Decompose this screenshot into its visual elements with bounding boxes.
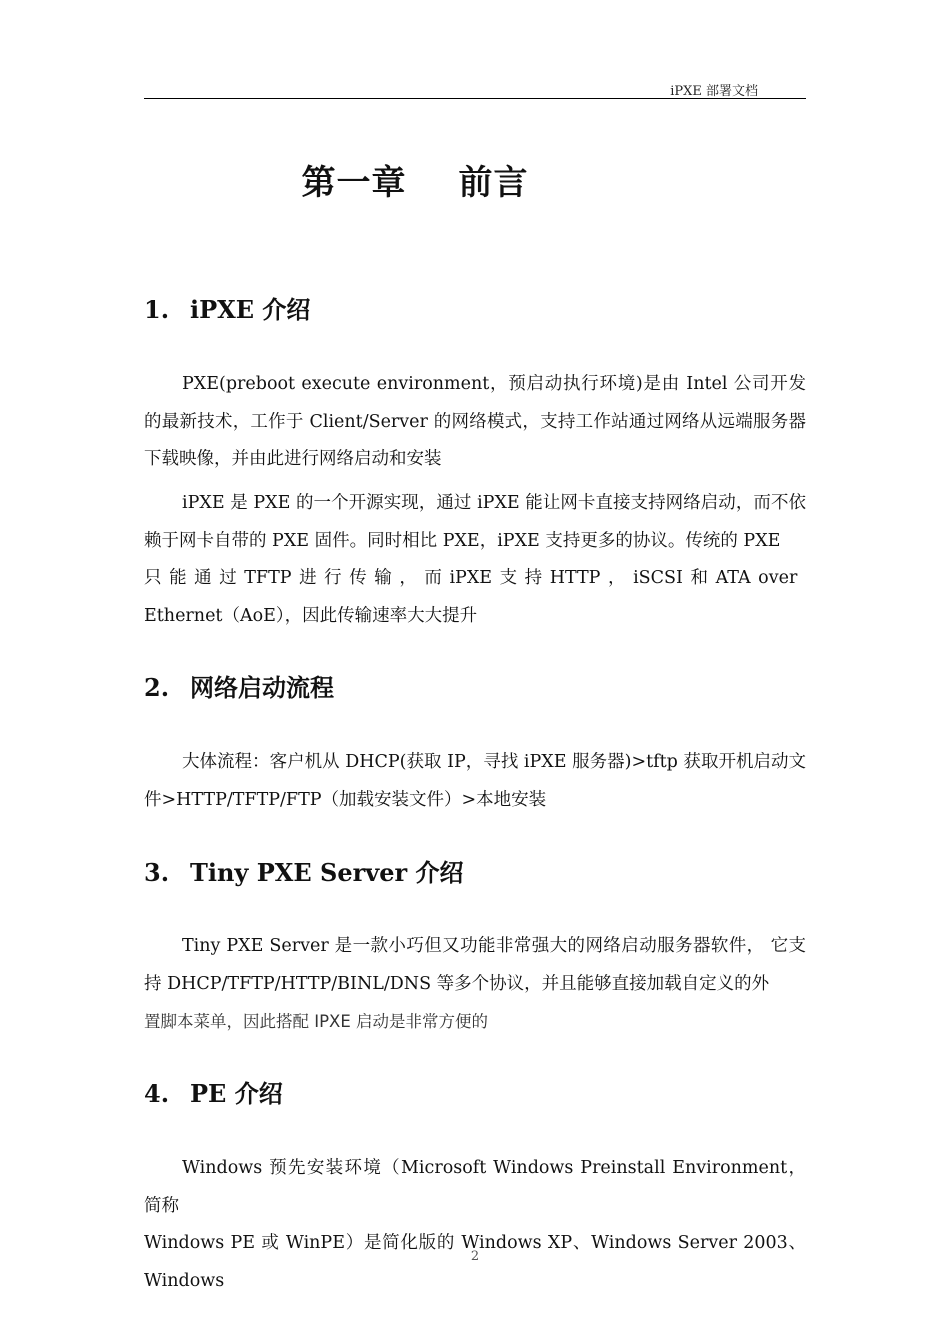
section-heading-1 [144, 290, 310, 325]
header-rule [144, 98, 806, 99]
section-number: 4. [144, 1079, 170, 1108]
paragraph-line: 置脚本菜单，因此搭配 IPXE 启动是非常方便的 [144, 1012, 489, 1031]
section-heading-4 [144, 1074, 283, 1109]
section-number: 2. [144, 673, 170, 702]
section-heading-2 [144, 668, 334, 703]
paragraph-line: Ethernet（AoE），因此传输速率大大提升 [144, 605, 478, 626]
paragraph: PXE(preboot execute environment，预启动执行环境)是由 Intel 公司开发的最新技术，工作于 Client/Server 的网络模式，支持工作站通过网络从远端服务器下载映像，并由此进行网络启动和安装 [144, 374, 806, 469]
paragraph: 大体流程：客户机从 DHCP(获取 IP，寻找 iPXE 服务器)>tftp 获取开机启动文件>HTTP/TFTP/FTP（加载安装文件）>本地安装 [144, 752, 806, 810]
section-number: 1. [144, 295, 170, 324]
justified-line: 只 能 通 过 TFTP 进 行 传 输 ， 而 iPXE 支 持 HTTP ， iSCSI 和 ATA over [144, 568, 798, 588]
section-title: PE 介绍 [190, 1079, 283, 1108]
paragraph: Windows 预先安装环境（Microsoft Windows Preinstall Environment，简称 Windows PE 或 WinPE）是简化版的 Windows XP、Windows Server 2003、Windows [144, 1150, 806, 1300]
section-heading-3 [144, 853, 464, 888]
paragraph: Tiny PXE Server 是一款小巧但又功能非常强大的网络启动服务器软件， 它支持 DHCP/TFTP/HTTP/BINL/DNS 等多个协议，并且能够直接加载自定义的外 置脚本菜单，因此搭配 IPXE 启动是非常方便的 [144, 928, 806, 1041]
chapter-heading [0, 155, 830, 204]
paragraph: iPXE 是 PXE 的一个开源实现，通过 iPXE 能让网卡直接支持网络启动，而不依赖于网卡自带的 PXE 固件。同时相比 PXE，iPXE 支持更多的协议。传统的 PXE 只 能 通 过 TFTP 进 行 传 输 ， 而 iPXE 支 持 HTTP ， iSCSI 和 ATA over Ethernet（AoE），因此传输速率大大提升 [144, 485, 806, 635]
section-title: Tiny PXE Server 介绍 [190, 858, 464, 887]
page-number: 2 [470, 1249, 480, 1264]
running-header: iPXE 部署文档 [670, 84, 758, 99]
section-number: 3. [144, 858, 170, 887]
chapter-label: 第一章 [301, 163, 407, 203]
paragraph-line: Windows PE 或 WinPE）是简化版的 Windows XP、Windows Server 2003、Windows [144, 1233, 806, 1291]
section-title: iPXE 介绍 [190, 295, 311, 324]
section-title: 网络启动流程 [190, 673, 334, 702]
chapter-title: 前言 [458, 163, 529, 203]
